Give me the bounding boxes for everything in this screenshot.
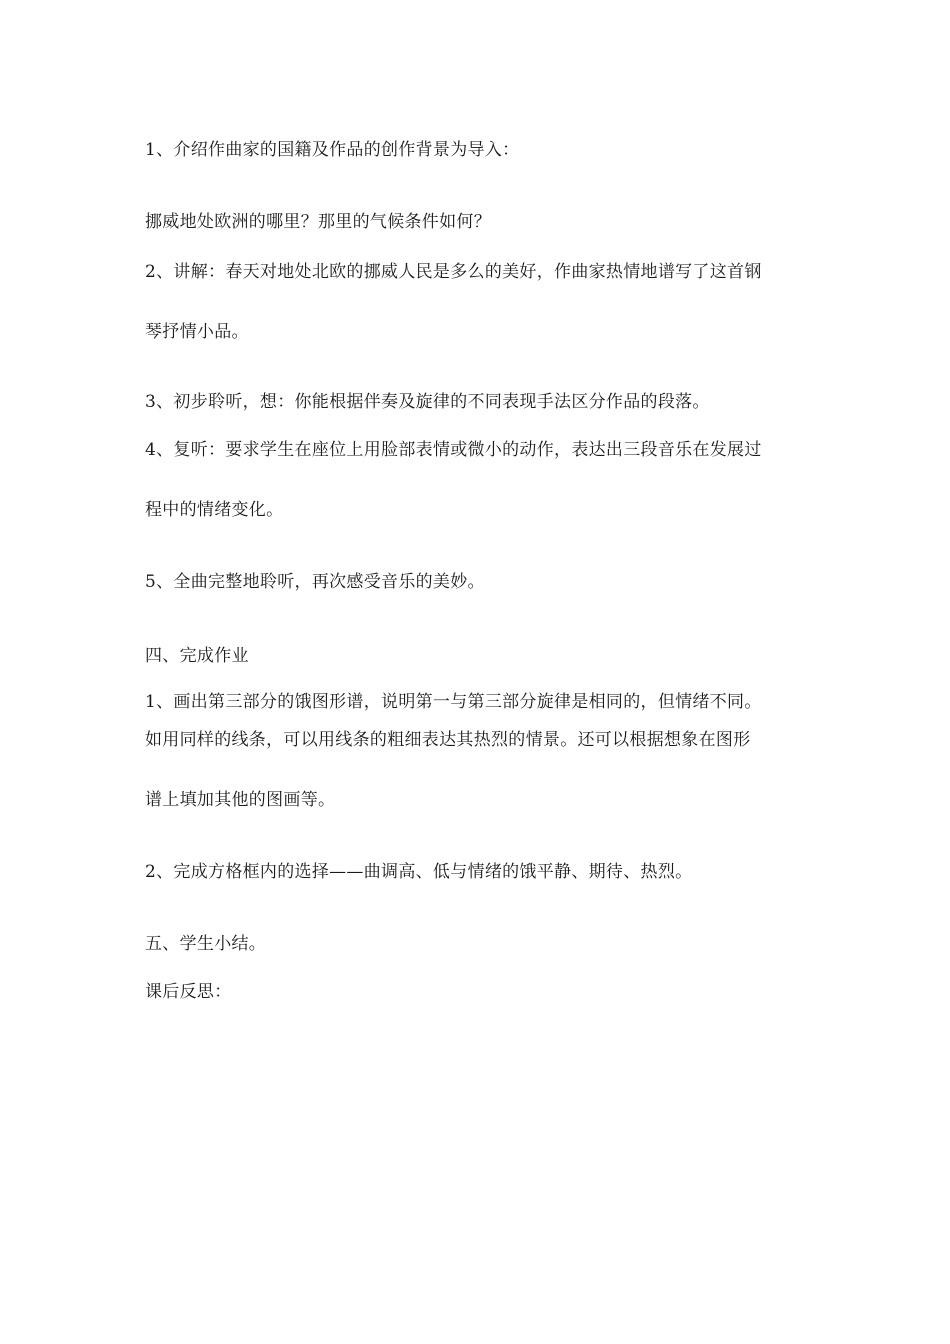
section-heading-5: 五、学生小结。 <box>145 934 267 954</box>
text-line-1: 1、介绍作曲家的国籍及作品的创作背景为导入： <box>145 140 520 160</box>
text-line-3: 2、讲解：春天对地处北欧的挪威人民是多么的美好，作曲家热情地谱写了这首钢 <box>145 262 762 282</box>
text-line-8: 5、全曲完整地聆听，再次感受音乐的美妙。 <box>145 572 485 592</box>
section-heading-4: 四、完成作业 <box>145 646 249 666</box>
text-line-5: 3、初步聆听，想：你能根据伴奏及旋律的不同表现手法区分作品的段落。 <box>145 392 710 412</box>
text-line-4: 琴抒情小品。 <box>145 322 249 342</box>
reflection-label: 课后反思： <box>145 982 232 1002</box>
text-line-7: 程中的情绪变化。 <box>145 500 284 520</box>
text-line-10: 1、画出第三部分的饿图形谱，说明第一与第三部分旋律是相同的，但情绪不同。 <box>145 692 762 712</box>
text-line-2: 挪威地处欧洲的哪里？那里的气候条件如何？ <box>145 212 491 232</box>
text-line-11: 如用同样的线条，可以用线条的粗细表达其热烈的情景。还可以根据想象在图形 <box>145 730 751 750</box>
text-line-6: 4、复听：要求学生在座位上用脸部表情或微小的动作，表达出三段音乐在发展过 <box>145 440 762 460</box>
text-line-12: 谱上填加其他的图画等。 <box>145 790 336 810</box>
text-line-13: 2、完成方格框内的选择——曲调高、低与情绪的饿平静、期待、热烈。 <box>145 862 693 882</box>
